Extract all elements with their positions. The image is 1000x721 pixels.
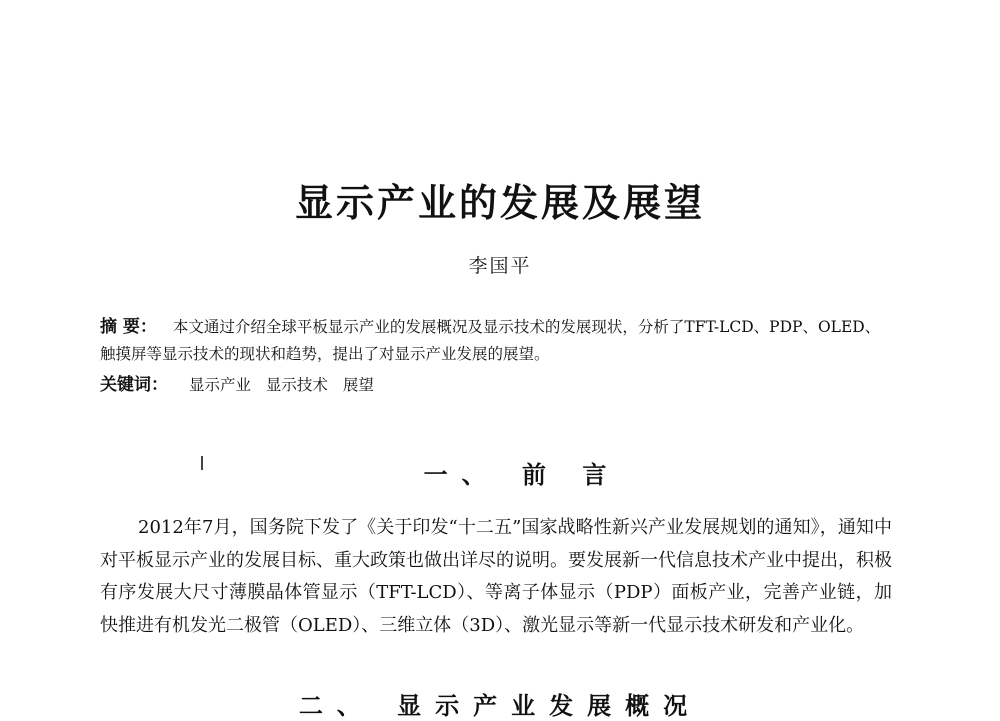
paper-title: 显示产业的发展及展望 — [294, 181, 705, 225]
section-heading-preface: 一、 前 言 — [423, 461, 621, 489]
author-name: 李国平 — [468, 255, 532, 277]
keyword: 显示产业 — [188, 376, 251, 394]
section-heading-overview: 二、 显示产业发展概况 — [298, 692, 702, 720]
keywords-label: 关键词： — [100, 375, 168, 395]
keyword: 展望 — [342, 376, 374, 394]
abstract-label: 摘 要： — [100, 317, 157, 337]
abstract — [100, 314, 890, 368]
keywords — [100, 372, 890, 399]
keyword: 显示技术 — [265, 376, 328, 394]
abstract-text: 本文通过介绍全球平板显示产业的发展概况及显示技术的发展现状，分析了TFT-LCD、PDP、OLED、触摸屏等显示技术的现状和趋势，提出了对显示产业发展的展望。 — [100, 318, 881, 363]
body-paragraph: 2012年7月，国务院下发了《关于印发“十二五”国家战略性新兴产业发展规划的通知》，通知中对平板显示产业的发展目标、重大政策也做出详尽的说明。要发展新一代信息技术产业中提出，积极有序发展大尺寸薄膜晶体管显示（TFT-LCD）、等离子体显示（PDP）面板产业，完善产业链，加快推进有机发光二极管（OLED）、三维立体（3D）、激光显示等新一代显示技术研发和产业化。 — [100, 517, 892, 636]
